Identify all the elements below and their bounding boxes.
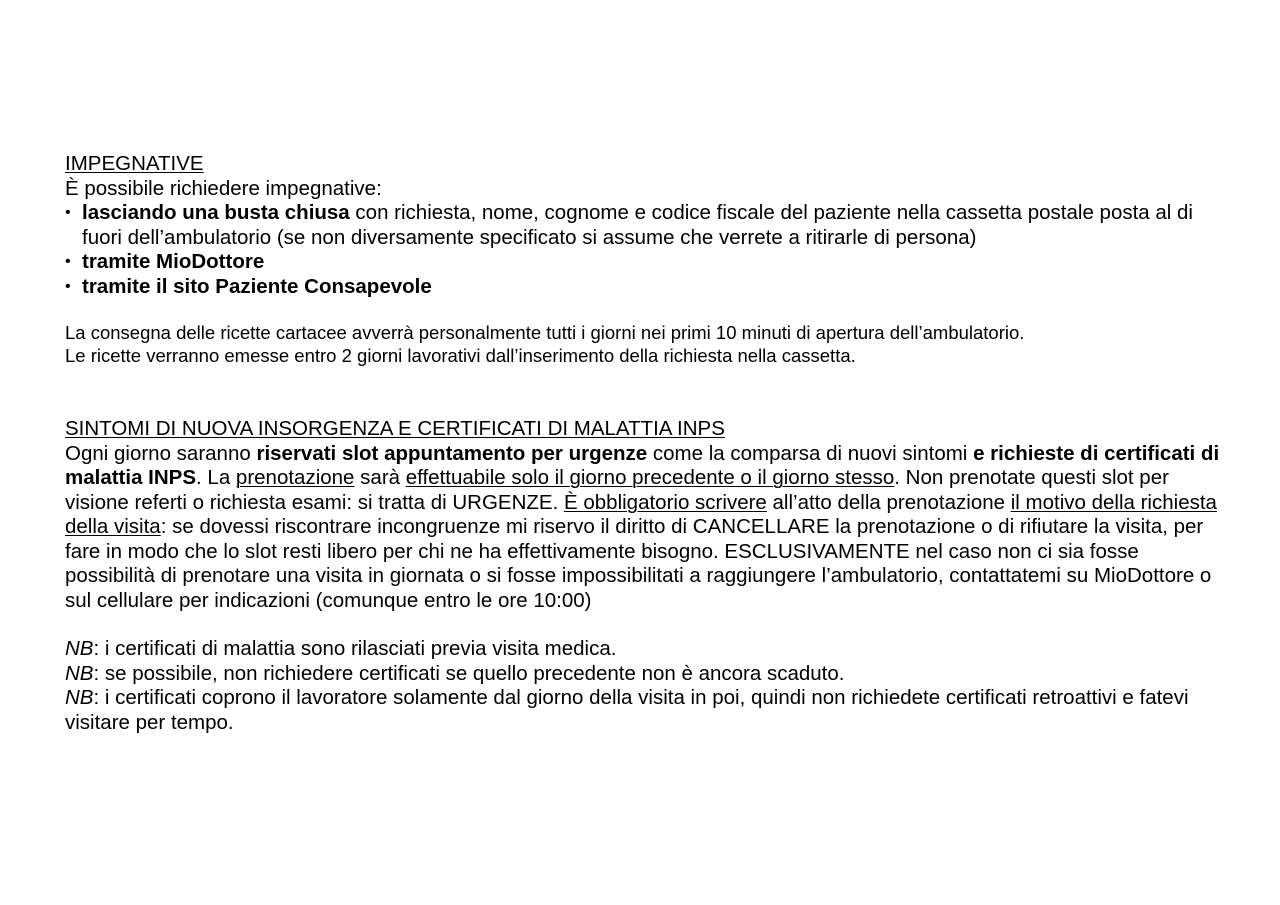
impegnative-section (65, 152, 1225, 299)
sintomi-text-1: Ogni giorno saranno (65, 441, 257, 465)
nb-section (65, 637, 1225, 735)
option-busta-chiusa-text: con richiesta, nome, cognome e codice fiscale del paziente nella cassetta postale posta al di fuori dell’ambulatorio (se non diversamente specificato si assume che verrete a ritirarle di persona) (82, 201, 1193, 249)
sintomi-underline-prenotazione: prenotazione (235, 466, 355, 489)
nb-text-3: : i certificati coprono il lavoratore solamente dal giorno della visita in poi, quindi non richiedete certificati retroattivi e fatevi visitare per tempo. (65, 686, 1189, 734)
sintomi-bold-slot-urgenze: riservati slot appuntamento per urgenze (256, 441, 648, 465)
option-miodottore (65, 250, 1225, 275)
sintomi-section (65, 417, 1225, 613)
sintomi-text-3: . La (196, 466, 236, 489)
option-busta-chiusa (65, 201, 1225, 250)
sintomi-paragraph (65, 442, 1225, 614)
sintomi-text-2: come la comparsa di nuovi sintomi (647, 441, 974, 465)
nb-label: NB (65, 686, 94, 709)
nb-label: NB (65, 661, 94, 685)
sintomi-text-5: . Non prenotate questi slot per visione referti o richiesta esami: si tratta di URGENZE. (65, 466, 1169, 514)
nb-text-2: : se possibile, non richiedere certificati se quello precedente non è ancora scaduto. (93, 661, 845, 685)
document-content (65, 152, 1225, 735)
nb-note-2 (65, 662, 1225, 687)
sintomi-text-7: : se dovessi riscontrare incongruenze mi riservo il diritto di CANCELLARE la prenotazione o di rifiutare la visita, per fare in modo che lo slot resti libero per chi ne ha effettivamente bisogno. ESCLUSIVAMENTE nel caso non ci sia fosse possibilità di prenotare una visita in giornata o si fosse impossibilitati a raggiungere l’ambulatorio, contattatemi su MioDottore o sul cellulare per indicazioni (comunque entro le ore 10:00) (65, 515, 1212, 612)
ricette-note-emissione: Le ricette verranno emesse entro 2 giorni lavorativi dall’inserimento della richiesta nella cassetta. (65, 345, 856, 366)
nb-note-1 (65, 637, 1225, 662)
sintomi-underline-motivo: il motivo della richiesta della visita (65, 490, 1217, 538)
sintomi-text-4: sarà (354, 466, 406, 489)
nb-note-3 (65, 686, 1225, 735)
impegnative-intro: È possibile richiedere impegnative: (65, 176, 382, 200)
option-miodottore-bold: tramite MioDottore (82, 250, 265, 273)
nb-text-1: : i certificati di malattia sono rilasciati previa visita medica. (93, 637, 617, 660)
impegnative-heading: IMPEGNATIVE (65, 152, 204, 175)
option-paziente-consapevole-bold: tramite il sito Paziente Consapevole (82, 274, 432, 298)
sintomi-bold-certificati-inps: e richieste di certificati di malattia INPS (65, 441, 1220, 489)
option-paziente-consapevole (65, 275, 1225, 300)
sintomi-heading: SINTOMI DI NUOVA INSORGENZA E CERTIFICATI DI MALATTIA INPS (65, 417, 725, 440)
impegnative-options-list (65, 201, 1225, 299)
ricette-note-consegna: La consegna delle ricette cartacee avverrà personalmente tutti i giorni nei primi 10 minuti di apertura dell’ambulatorio. (65, 322, 1025, 343)
sintomi-underline-effettuabile: effettuabile solo il giorno precedente o il giorno stesso (405, 466, 895, 489)
sintomi-text-6: all’atto della prenotazione (766, 490, 1011, 514)
option-busta-chiusa-bold: lasciando una busta chiusa (82, 201, 350, 224)
ricette-notes (65, 321, 1225, 367)
nb-label: NB (65, 637, 94, 660)
sintomi-underline-obbligatorio: È obbligatorio scrivere (564, 490, 767, 514)
